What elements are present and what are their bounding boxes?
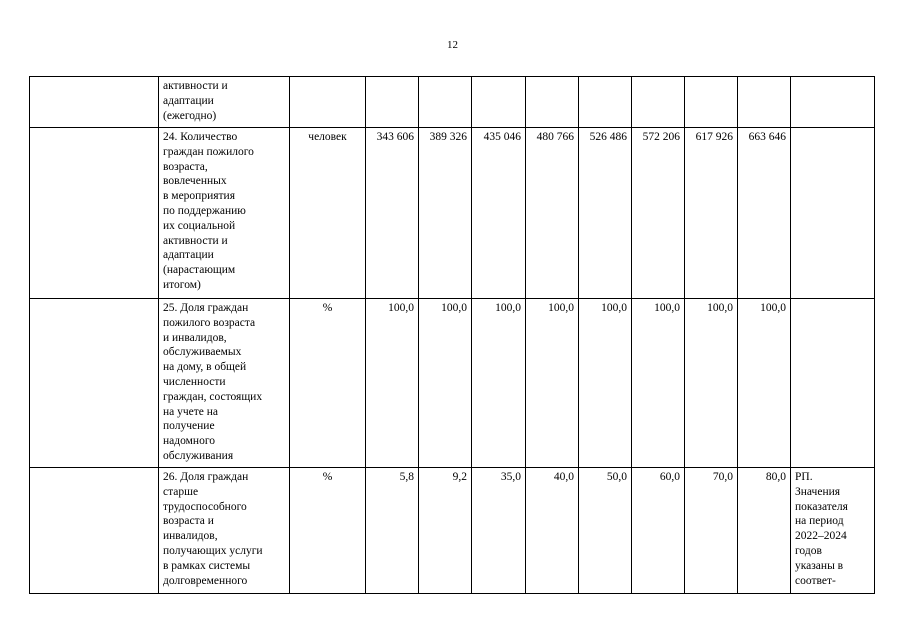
section-cell xyxy=(30,77,159,128)
value-cell: 100,0 xyxy=(419,299,472,468)
value-cell xyxy=(419,77,472,128)
note-cell xyxy=(791,77,875,128)
value-cell: 100,0 xyxy=(579,299,632,468)
value-cell: 60,0 xyxy=(632,468,685,594)
unit-cell: человек xyxy=(290,128,366,299)
value-cell: 100,0 xyxy=(632,299,685,468)
note-cell xyxy=(791,128,875,299)
value-cell: 343 606 xyxy=(366,128,419,299)
value-cell xyxy=(366,77,419,128)
unit-cell: % xyxy=(290,299,366,468)
note-cell: РП. Значения показателя на период 2022–2024 годов указаны в соответ- xyxy=(791,468,875,594)
value-cell: 435 046 xyxy=(472,128,526,299)
value-cell xyxy=(738,77,791,128)
value-cell: 50,0 xyxy=(579,468,632,594)
value-cell: 5,8 xyxy=(366,468,419,594)
page-number: 12 xyxy=(447,39,458,51)
value-cell xyxy=(472,77,526,128)
note-cell xyxy=(791,299,875,468)
table-row xyxy=(30,77,875,128)
value-cell: 617 926 xyxy=(685,128,738,299)
value-cell: 526 486 xyxy=(579,128,632,299)
section-cell xyxy=(30,299,159,468)
value-cell: 389 326 xyxy=(419,128,472,299)
indicator-name: 24. Количество граждан пожилого возраста, вовлеченных в мероприятия по поддержанию их социальной активности и адаптации (нарастающим итогом) xyxy=(159,128,290,299)
indicators-table xyxy=(29,76,875,594)
value-cell: 100,0 xyxy=(685,299,738,468)
value-cell: 100,0 xyxy=(738,299,791,468)
value-cell: 572 206 xyxy=(632,128,685,299)
table-row xyxy=(30,128,875,299)
unit-cell: % xyxy=(290,468,366,594)
unit-cell xyxy=(290,77,366,128)
value-cell xyxy=(526,77,579,128)
value-cell: 40,0 xyxy=(526,468,579,594)
indicator-name: 25. Доля граждан пожилого возраста и инвалидов, обслуживаемых на дому, в общей численности граждан, состоящих на учете на получение надомного обслуживания xyxy=(159,299,290,468)
value-cell: 9,2 xyxy=(419,468,472,594)
value-cell: 100,0 xyxy=(472,299,526,468)
value-cell: 100,0 xyxy=(366,299,419,468)
table-row xyxy=(30,468,875,594)
indicator-name: 26. Доля граждан старше трудоспособного возраста и инвалидов, получающих услуги в рамках системы долговременного xyxy=(159,468,290,594)
value-cell: 70,0 xyxy=(685,468,738,594)
value-cell xyxy=(579,77,632,128)
section-cell xyxy=(30,468,159,594)
table-row xyxy=(30,299,875,468)
value-cell: 35,0 xyxy=(472,468,526,594)
value-cell xyxy=(685,77,738,128)
indicator-name: активности и адаптации (ежегодно) xyxy=(159,77,290,128)
value-cell: 663 646 xyxy=(738,128,791,299)
value-cell: 480 766 xyxy=(526,128,579,299)
section-cell xyxy=(30,128,159,299)
value-cell: 80,0 xyxy=(738,468,791,594)
value-cell: 100,0 xyxy=(526,299,579,468)
value-cell xyxy=(632,77,685,128)
